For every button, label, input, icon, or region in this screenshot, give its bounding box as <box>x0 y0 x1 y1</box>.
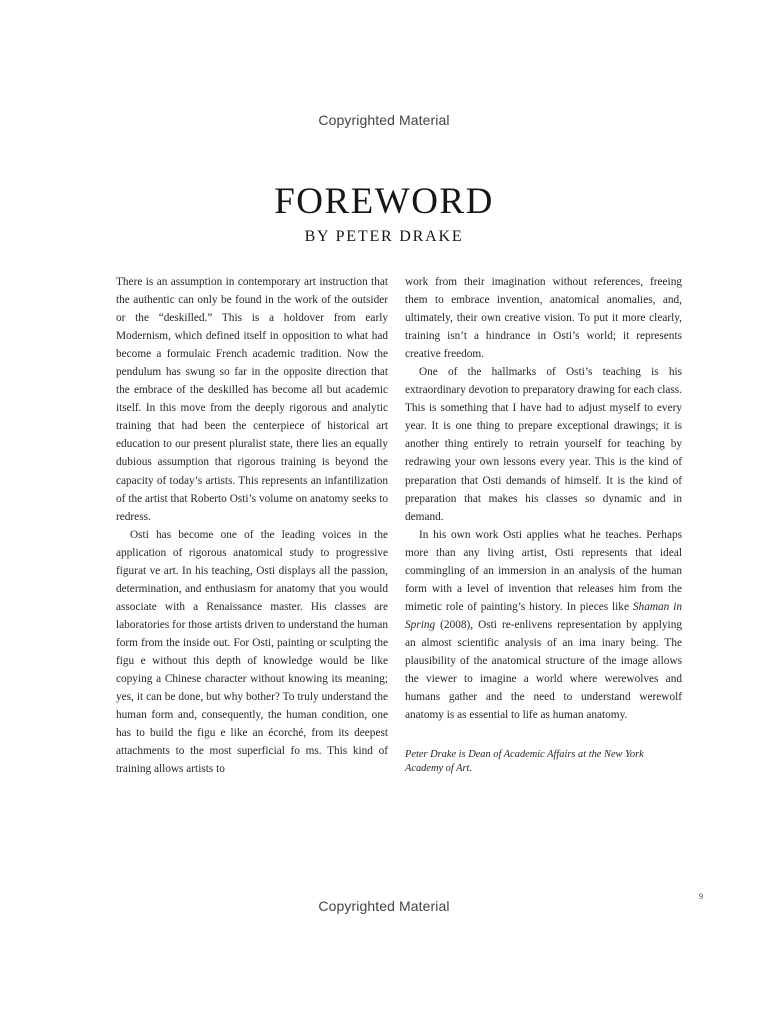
copyright-watermark-top: Copyrighted Material <box>318 112 450 128</box>
page-subtitle: BY PETER DRAKE <box>304 228 464 245</box>
paragraph <box>405 526 682 725</box>
paragraph: There is an assumption in contemporary art instruction that the authentic can only be found in the work of the outsider or the “deskilled.” This is a holdover from early Modernism, which defined itself in opposition to what had become a formulaic French academic tradition. Now the pendulum has swung so far in the opposite direction that the embrace of the deskilled has become all but academic itself. In this move from the deeply rigorous and analytic training that had been the centerpiece of historical art education to our present pluralist state, there lies an equally dubious assumption that rigorous training is beyond the capacity of today’s artists. This represents an infantilization of the artist that Roberto Osti’s volume on anatomy seeks to redress. <box>116 276 388 523</box>
artwork-title: Shaman in Spring <box>405 600 682 631</box>
paragraph: work from their imagination without references, freeing them to embrace invention, anatomical anomalies, and, ultimately, their own creative vision. To put it more clearly, training isn’t a hindrance in Osti’s world; it represents creative freedom. <box>405 276 682 361</box>
copyright-watermark-bottom: Copyrighted Material <box>318 898 450 914</box>
author-byline: Peter Drake is Dean of Academic Affairs at the New York Academy of Art. <box>405 749 644 775</box>
text-column-right <box>405 273 682 776</box>
page-number: 9 <box>699 892 703 901</box>
paragraph-text: In his own work Osti applies what he teaches. Perhaps more than any living artist, Osti represents that ideal commingling of an immersion in an analysis of the human form with a level of invention that releases him from the mimetic role of painting’s history. In pieces like <box>405 528 682 613</box>
paragraph: One of the hallmarks of Osti’s teaching is his extraordinary devotion to preparatory drawing for each class. This is something that I have had to adjust myself to every year. It is one thing to prepare exceptional drawings; it is another thing entirely to retrain yourself for teaching by redrawing your own lessons every year. This is the kind of preparation that Osti demands of himself. It is the kind of preparation that makes his classes so dynamic and in demand. <box>405 366 682 523</box>
text-column-left <box>116 273 388 778</box>
page-title: FOREWORD <box>274 181 494 222</box>
paragraph-text: (2008), Osti re-enlivens representation by applying an almost scientific analysis of an ima inary being. The plausibility of the anatomical structure of the image allows the viewer to imagine a world where werewolves and humans gather and the need to understand werewolf anatomy is as essential to life as human anatomy. <box>405 618 682 722</box>
paragraph: Osti has become one of the leading voices in the application of rigorous anatomical study to progressive figurat ve art. In his teaching, Osti displays all the passion, determination, and enthusiasm for anatomy that you would associate with a Renaissance master. His classes are laboratories for those artists driven to understand the human form from the inside out. For Osti, painting or sculpting the figu e without this depth of knowledge would be like copying a Chinese character without knowing its meaning; yes, it can be done, but why bother? To truly understand the human form and, consequently, the human condition, one has to build the figu e like an écorché, from its deepest attachments to the most superficial fo ms. This kind of training allows artists to <box>116 528 388 776</box>
